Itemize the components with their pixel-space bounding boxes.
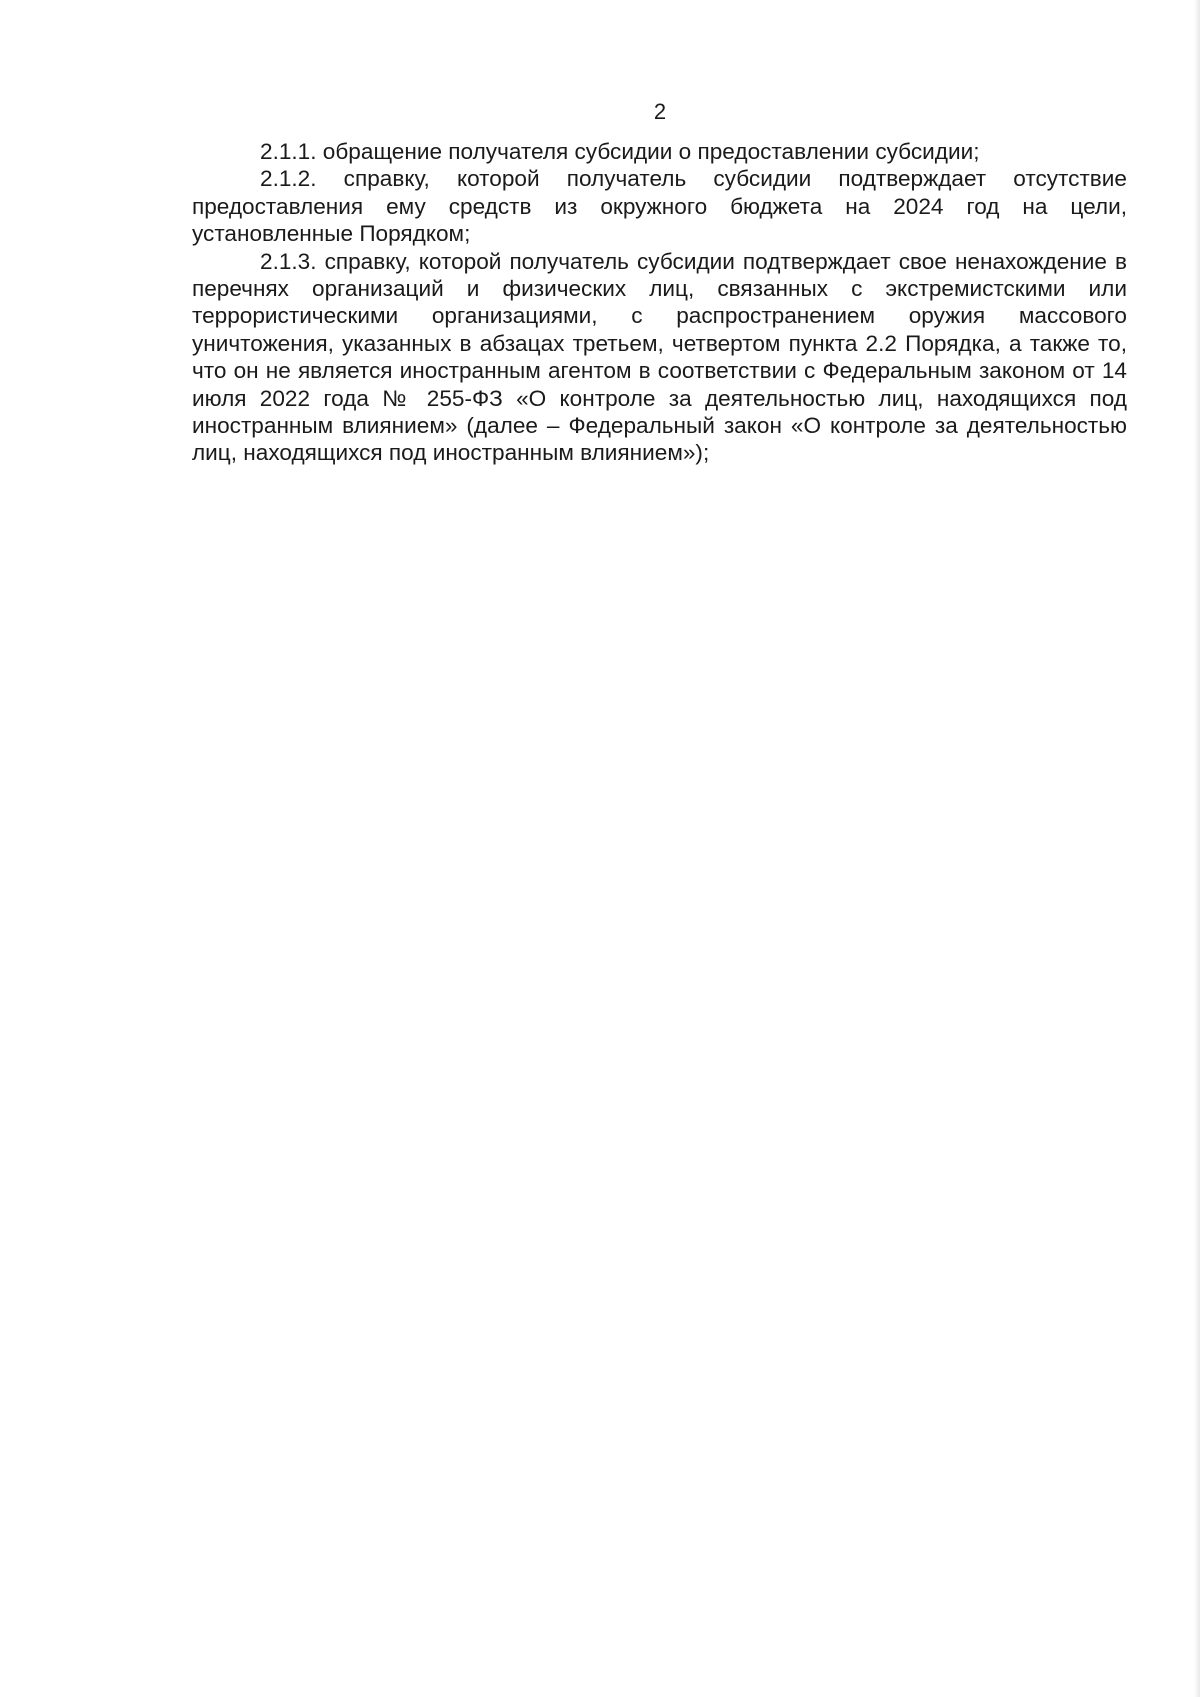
- paragraph-2-1-3: 2.1.3. справку, которой получатель субсидии подтверждает свое ненахождение в перечнях организаций и физических лиц, связанных с экстремистскими или террористическими организациями, с распространением оружия массового уничтожения, указанных в абзацах третьем, четвертом пункта 2.2 Порядка, а также то, что он не является иностранным агентом в соответствии с Федеральным законом от 14 июля 2022 года № 255-ФЗ «О контроле за деятельностью лиц, находящихся под иностранным влиянием» (далее – Федеральный закон «О контроле за деятельностью лиц, находящихся под иностранным влиянием»);: [192, 248, 1127, 466]
- paragraph-2-1-2: 2.1.2. справку, которой получатель субсидии подтверждает отсутствие предоставления ему средств из окружного бюджета на 2024 год на цели, установленные Порядком;: [192, 166, 1127, 247]
- page-number: 2: [653, 99, 667, 124]
- scan-edge-shadow: [1194, 0, 1200, 1697]
- document-body: [192, 138, 1127, 467]
- paragraph-2-1-1: 2.1.1. обращение получателя субсидии о предоставлении субсидии;: [260, 139, 980, 164]
